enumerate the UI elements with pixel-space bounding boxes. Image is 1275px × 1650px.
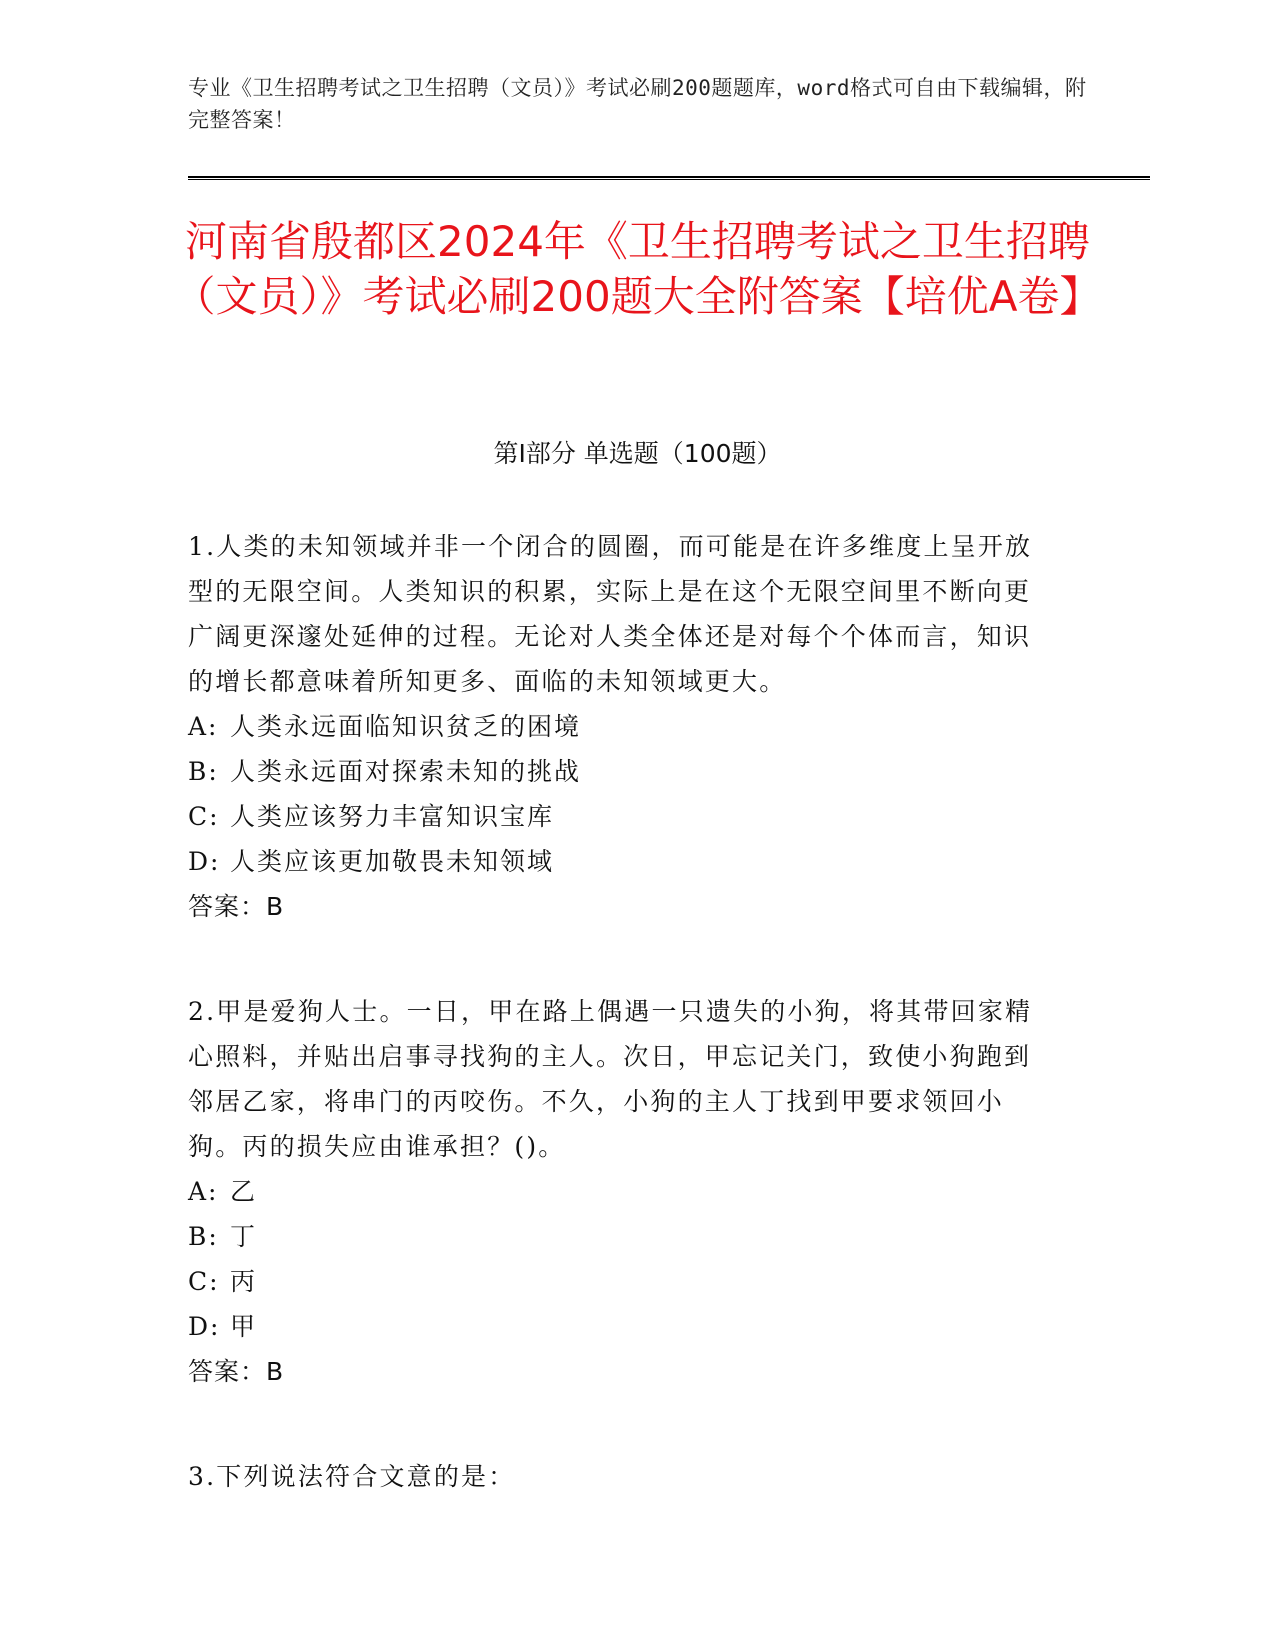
option-text: 人类永远面对探索未知的挑战 [230, 757, 582, 786]
option-text: 人类应该更加敬畏未知领域 [230, 847, 555, 876]
question-stem: 1.人类的未知领域并非一个闭合的圆圈，而可能是在许多维度上呈开放型的无限空间。人类知识的积累，实际上是在这个无限空间里不断向更广阔更深邃处延伸的过程。无论对人类全体还是对每个个体而言，知识的增长都意味着所知更多、面临的未知领域更大。 [188, 532, 1033, 696]
option-key: B: [188, 757, 219, 786]
option-key: A: [188, 712, 219, 741]
option-key: D: [188, 847, 221, 876]
question-2 [188, 989, 1058, 1394]
option-text: 乙 [230, 1177, 258, 1206]
option-text: 丙 [230, 1267, 258, 1296]
section-title: 第Ⅰ部分 单选题（100题） [493, 439, 782, 468]
option-b [188, 1214, 1058, 1259]
option-text: 人类应该努力丰富知识宝库 [230, 802, 555, 831]
option-key: D: [188, 1312, 221, 1341]
option-text: 丁 [230, 1222, 258, 1251]
option-text: 人类永远面临知识贫乏的困境 [230, 712, 582, 741]
header-divider [188, 176, 1150, 180]
option-d [188, 1304, 1058, 1349]
option-key: B: [188, 1222, 219, 1251]
document-title: 河南省殷都区2024年《卫生招聘考试之卫生招聘（文员）》考试必刷200题大全附答案【培优A卷】 [173, 217, 1102, 321]
option-d [188, 839, 1058, 884]
option-key: A: [188, 1177, 219, 1206]
option-list [188, 704, 1058, 884]
question-1 [188, 524, 1058, 929]
header-note: 专业《卫生招聘考试之卫生招聘（文员）》考试必刷200题题库，word格式可自由下载编辑，附完整答案！ [188, 76, 1087, 132]
question-3 [188, 1454, 1058, 1499]
option-a [188, 704, 1058, 749]
option-c [188, 1259, 1058, 1304]
option-b [188, 749, 1058, 794]
option-text: 甲 [230, 1312, 258, 1341]
option-a [188, 1169, 1058, 1214]
question-stem: 2.甲是爱狗人士。一日，甲在路上偶遇一只遗失的小狗，将其带回家精心照料，并贴出启事寻找狗的主人。次日，甲忘记关门，致使小狗跑到邻居乙家，将串门的丙咬伤。不久，小狗的主人丁找到甲要求领回小狗。丙的损失应由谁承担？()。 [188, 997, 1033, 1161]
option-key: C: [188, 802, 220, 831]
option-c [188, 794, 1058, 839]
answer-line: 答案：B [188, 1357, 285, 1386]
option-list [188, 1169, 1058, 1349]
option-key: C: [188, 1267, 220, 1296]
answer-line: 答案：B [188, 892, 285, 921]
question-list [188, 524, 1058, 1559]
question-stem: 3.下列说法符合文意的是： [188, 1462, 516, 1491]
